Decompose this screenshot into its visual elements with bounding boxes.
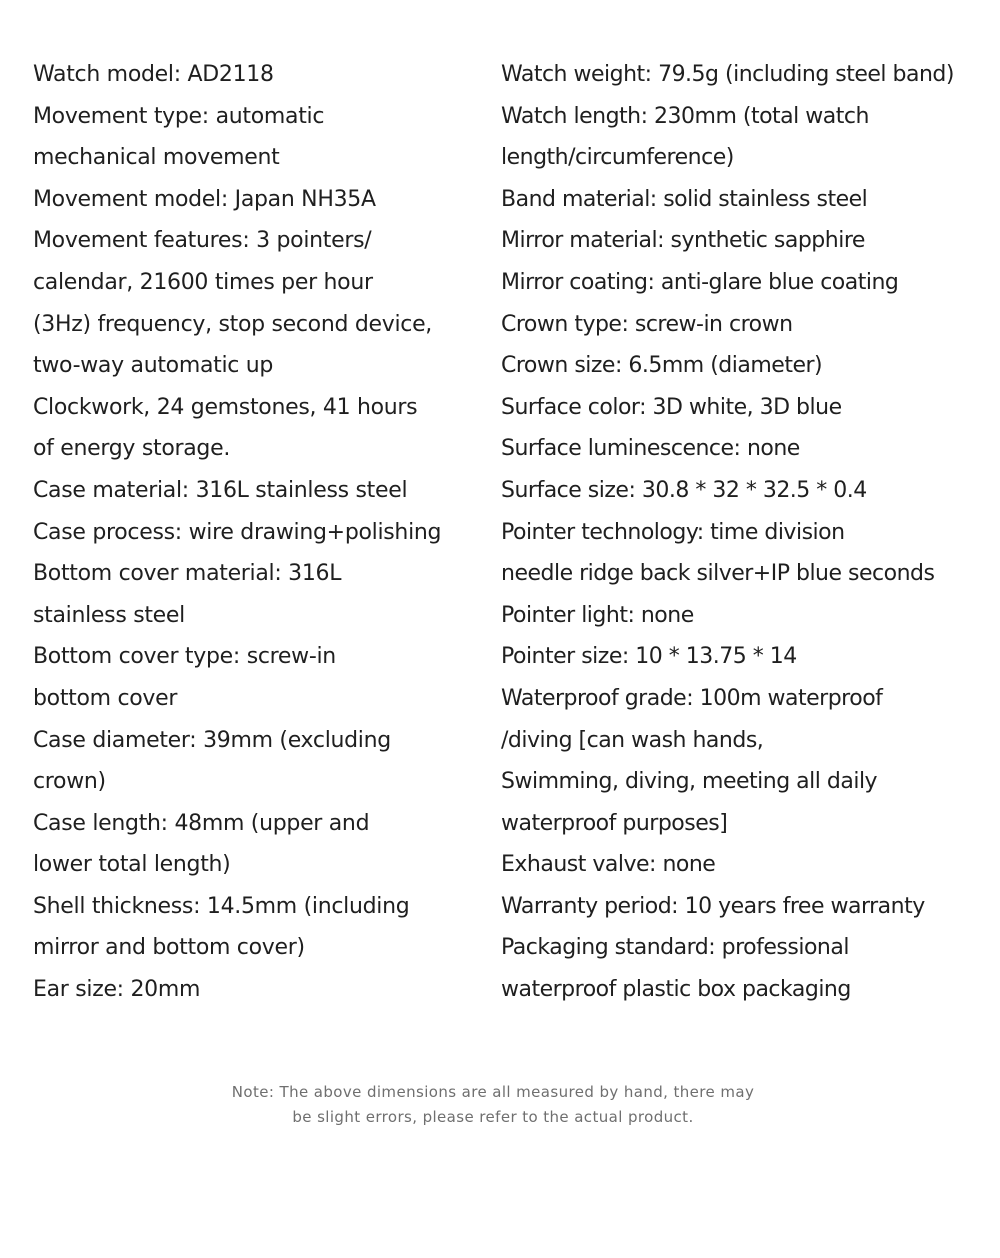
- measurement-note: [0, 1080, 986, 1130]
- spec-line: Shell thickness: 14.5mm (including: [33, 893, 410, 919]
- spec-line: Exhaust valve: none: [501, 852, 716, 878]
- spec-line: Waterproof grade: 100m waterproof: [501, 685, 883, 711]
- spec-line: Ear size: 20mm: [33, 977, 201, 1003]
- spec-line: (3Hz) frequency, stop second device,: [33, 311, 432, 337]
- spec-line: waterproof purposes]: [501, 810, 728, 836]
- spec-line: mechanical movement: [33, 145, 280, 171]
- spec-line: waterproof plastic box packaging: [501, 977, 851, 1003]
- spec-line: needle ridge back silver+IP blue seconds: [501, 561, 935, 587]
- spec-line: Movement type: automatic: [33, 103, 325, 129]
- spec-line: Mirror material: synthetic sapphire: [501, 228, 865, 254]
- spec-line: Pointer size: 10 * 13.75 * 14: [501, 644, 797, 670]
- spec-line: Band material: solid stainless steel: [501, 186, 868, 212]
- spec-line: bottom cover: [33, 685, 178, 711]
- spec-line: Case length: 48mm (upper and: [33, 810, 370, 836]
- spec-line: Case material: 316L stainless steel: [33, 477, 408, 503]
- spec-line: crown): [33, 769, 106, 795]
- spec-line: of energy storage.: [33, 436, 231, 462]
- spec-line: Warranty period: 10 years free warranty: [501, 893, 925, 919]
- spec-line: Clockwork, 24 gemstones, 41 hours: [33, 394, 418, 420]
- spec-line: /diving [can wash hands,: [501, 727, 764, 753]
- spec-line: Bottom cover material: 316L: [33, 561, 342, 587]
- spec-line: Case diameter: 39mm (excluding: [33, 727, 391, 753]
- spec-line: Movement features: 3 pointers/: [33, 228, 372, 254]
- spec-line: Watch length: 230mm (total watch: [501, 103, 869, 129]
- spec-line: Watch model: AD2118: [33, 62, 274, 87]
- spec-line: Mirror coating: anti-glare blue coating: [501, 269, 899, 295]
- spec-line: Swimming, diving, meeting all daily: [501, 769, 878, 795]
- spec-line: Pointer light: none: [501, 602, 694, 628]
- spec-line: Bottom cover type: screw-in: [33, 644, 336, 670]
- spec-column-left: [33, 54, 473, 1011]
- spec-line: Surface luminescence: none: [501, 436, 800, 462]
- spec-line: calendar, 21600 times per hour: [33, 269, 373, 295]
- spec-line: Surface color: 3D white, 3D blue: [501, 394, 842, 420]
- spec-column-right: [501, 54, 996, 1011]
- spec-line: Packaging standard: professional: [501, 935, 849, 961]
- spec-line: lower total length): [33, 852, 231, 878]
- note-line-2: be slight errors, please refer to the actual product.: [292, 1108, 694, 1126]
- spec-line: stainless steel: [33, 602, 185, 628]
- spec-line: mirror and bottom cover): [33, 935, 305, 961]
- spec-line: Pointer technology: time division: [501, 519, 845, 545]
- spec-line: Movement model: Japan NH35A: [33, 186, 376, 212]
- spec-line: Crown type: screw-in crown: [501, 311, 793, 337]
- spec-line: Watch weight: 79.5g (including steel band): [501, 62, 954, 87]
- spec-line: Surface size: 30.8 * 32 * 32.5 * 0.4: [501, 477, 867, 503]
- note-line-1: Note: The above dimensions are all measured by hand, there may: [231, 1083, 755, 1101]
- spec-line: two-way automatic up: [33, 353, 274, 379]
- spec-line: length/circumference): [501, 145, 734, 171]
- spec-line: Case process: wire drawing+polishing: [33, 519, 442, 545]
- spec-line: Crown size: 6.5mm (diameter): [501, 353, 823, 379]
